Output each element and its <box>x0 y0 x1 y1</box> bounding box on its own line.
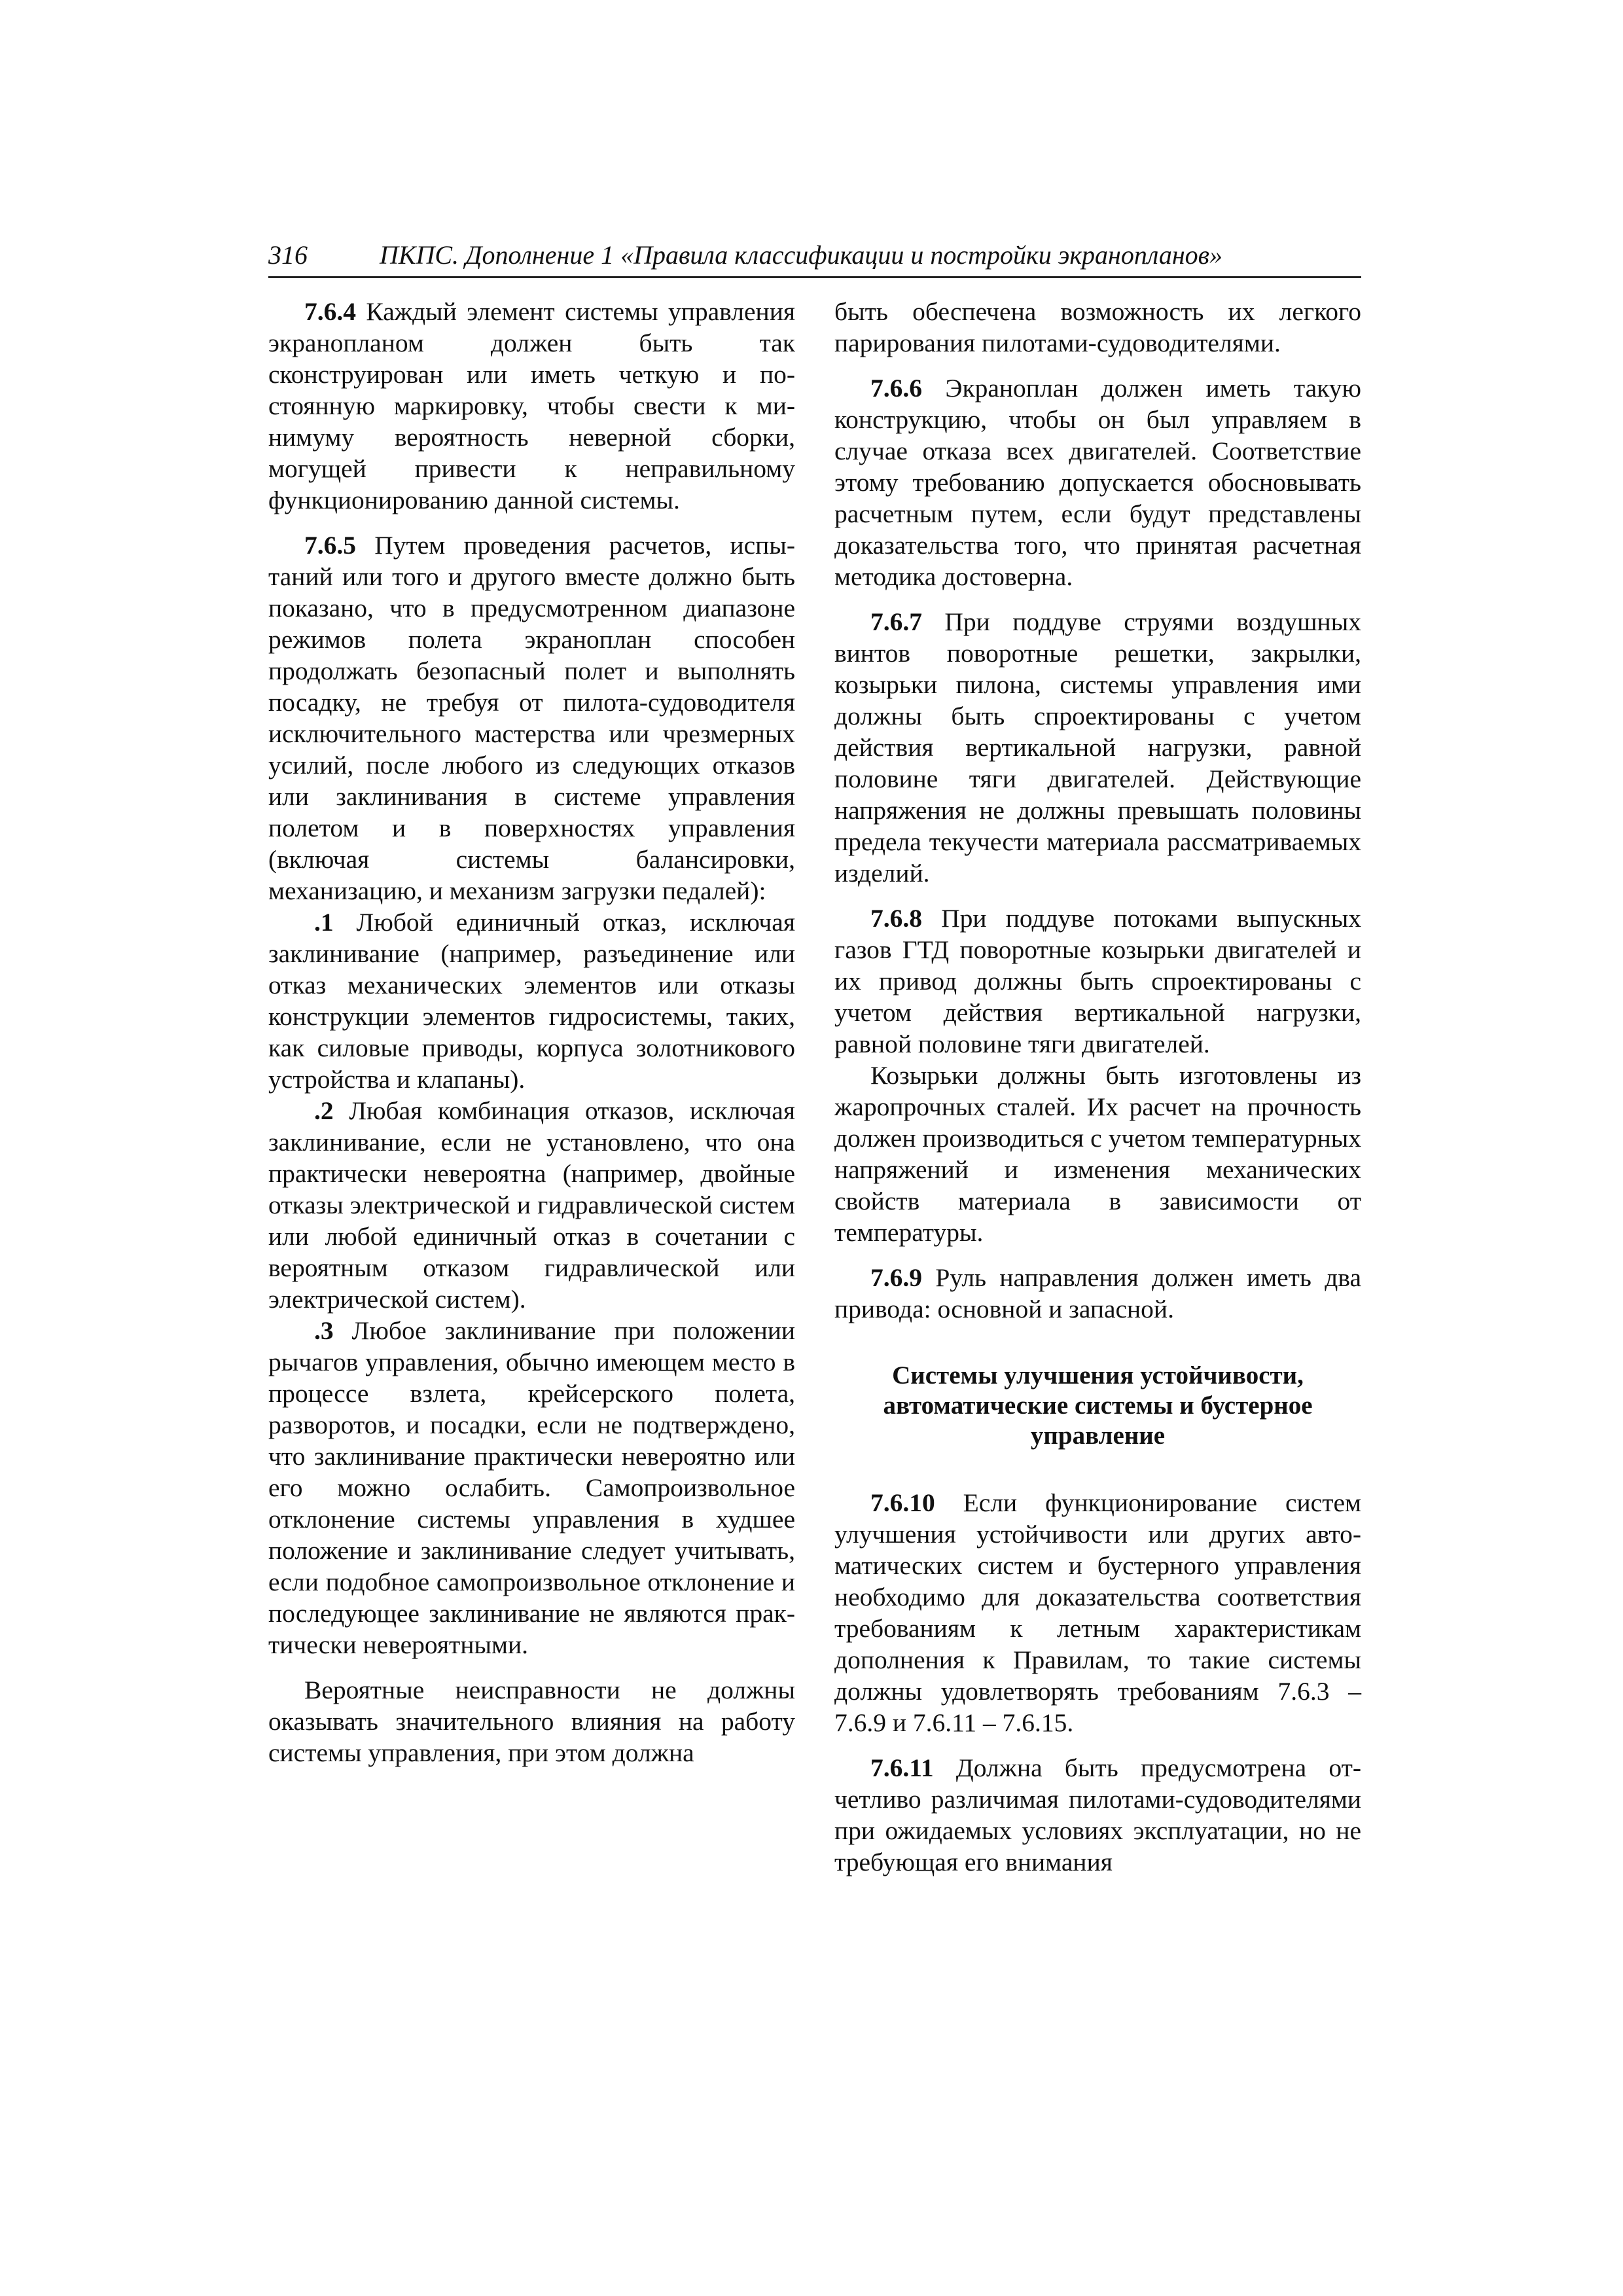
item-text: Любой единичный отказ, исключая заклинивание (например, разъединение или отказ механических элементов или отказы конструкции элементов гидросистемы, таких, как силовые приводы, корпуса золотникового устройства и клапаны). <box>268 908 795 1094</box>
right-column <box>834 296 1361 1892</box>
paragraph-number: 7.6.5 <box>304 531 356 560</box>
item-text: Любая комбинация отказов, исключая заклинивание, если не установлено, что она практически невероятна (например, двойные отказы электрической и гидравлической систем или любой единичный отказ в сочетании с вероятным отказом гидравлической или электрической систем). <box>268 1096 795 1314</box>
paragraph-7-6-10 <box>834 1487 1361 1738</box>
paragraph-number: 7.6.6 <box>870 374 922 403</box>
paragraph-text: Экраноплан должен иметь такую конструкцию, чтобы он был управляем в случае отказа всех двигателей. Соответствие этому требованию допускается обосновывать расчетным путем, если будут представлены доказательства того, что принятая расчетная методика достоверна. <box>834 374 1361 591</box>
paragraph-text: Руль направления должен иметь два привода: основной и запасной. <box>834 1263 1361 1323</box>
paragraph-closing: Вероятные неисправности не должны оказывать значительного влияния на работу системы управления, при этом должна <box>268 1676 795 1767</box>
list-item-2 <box>268 1095 795 1315</box>
paragraph-7-6-8-second: Козырьки должны быть изготовлены из жаропрочных сталей. Их расчет на прочность должен производиться с учетом температурных напряжений и изменения механических свойств материала в зависимости от температуры. <box>834 1061 1361 1247</box>
paragraph-text: При поддуве струями воздушных винтов поворотные решетки, закрылки, козырьки пилона, системы управления ими должны быть спроектированы с учетом действия вертикальной нагрузки, равной половине тяги двигателей. Действующие напряжения не должны превышать половины предела текучести материала рассматриваемых изделий. <box>834 607 1361 888</box>
list-item-1 <box>268 906 795 1095</box>
paragraph-text: При поддуве потоками выпускных газов ГТД поворотные козырьки двигателей и их привод должны быть спроектированы с учетом действия вертикальной нагрузки, равной половине тяги двигателей. <box>834 904 1361 1058</box>
section-heading: Системы улучшения устойчивости, автоматические системы и бустерное управление <box>883 1361 1313 1450</box>
paragraph-text: Если функционирование систем улучшения устойчивости или других автоматических систем и бустерного управления необходимо для доказательства соответствия требованиям к летным характеристикам дополнения к Правилам, то такие системы должны удовлетворять требованиям 7.6.3 – 7.6.9 и 7.6.11 – 7.6.15. <box>834 1488 1361 1737</box>
paragraph-7-6-6 <box>834 372 1361 592</box>
running-title: ПКПС. Дополнение 1 «Правила классификации и постройки экранопланов» <box>380 240 1223 270</box>
item-text: Любое заклинивание при положении рычагов управления, обычно имеющем место в процессе взлета, крейсерского полета, разворотов, и посадки, если не подтверждено, что заклинивание практически невероятно или его можно ослабить. Самопроизвольное отклонение системы управления в худшее положение и заклинивание следует учитывать, если подобное самопроизвольное отклонение и последующее заклинивание не являются практически невероятными. <box>268 1316 795 1659</box>
paragraph-text: Каждый элемент системы управления экранопланом должен быть так сконструирован или иметь четкую и постоянную маркировку, чтобы свести к минимуму вероятность неверной сборки, могущей привести к неправильному функционированию данной системы. <box>268 297 795 514</box>
item-number: .3 <box>314 1316 334 1345</box>
paragraph-7-6-8 <box>834 903 1361 1060</box>
paragraph-text: Путем проведения расчетов, испытаний или того и другого вместе должно быть показано, что в предусмотренном диапазоне режимов полета экраноплан способен продолжать безопасный полет и выполнять посадку, не требуя от пилота-судоводителя исключительного мастерства или чрезмерных усилий, после любого из следующих отказов или заклинивания в системе управления полетом и в поверхностях управления (включая системы балансировки, механизацию, и механизм загрузки педалей): <box>268 531 795 905</box>
paragraph-7-6-9 <box>834 1262 1361 1325</box>
page-number: 316 <box>268 240 308 270</box>
paragraph-number: 7.6.10 <box>870 1488 935 1517</box>
paragraph-continuation: быть обеспечена возможность их легкого парирования пилотами-судоводителями. <box>834 297 1361 357</box>
paragraph-7-6-5 <box>268 529 795 906</box>
paragraph-number: 7.6.9 <box>870 1263 922 1292</box>
list-item-3 <box>268 1315 795 1660</box>
paragraph-7-6-7 <box>834 606 1361 889</box>
paragraph-7-6-4 <box>268 296 795 516</box>
paragraph-text: Должна быть предусмотрена отчетливо различимая пилотами-судоводителями при ожидаемых условиях эксплуатации, но не требующая его внимания <box>834 1753 1361 1876</box>
left-column <box>268 296 795 1782</box>
paragraph-number: 7.6.8 <box>870 904 922 933</box>
paragraph-number: 7.6.4 <box>304 297 356 326</box>
item-number: .2 <box>314 1096 334 1125</box>
paragraph-number: 7.6.7 <box>870 607 922 636</box>
paragraph-number: 7.6.11 <box>870 1753 934 1782</box>
running-header <box>268 237 1361 278</box>
item-number: .1 <box>314 908 334 937</box>
paragraph-7-6-11 <box>834 1752 1361 1878</box>
